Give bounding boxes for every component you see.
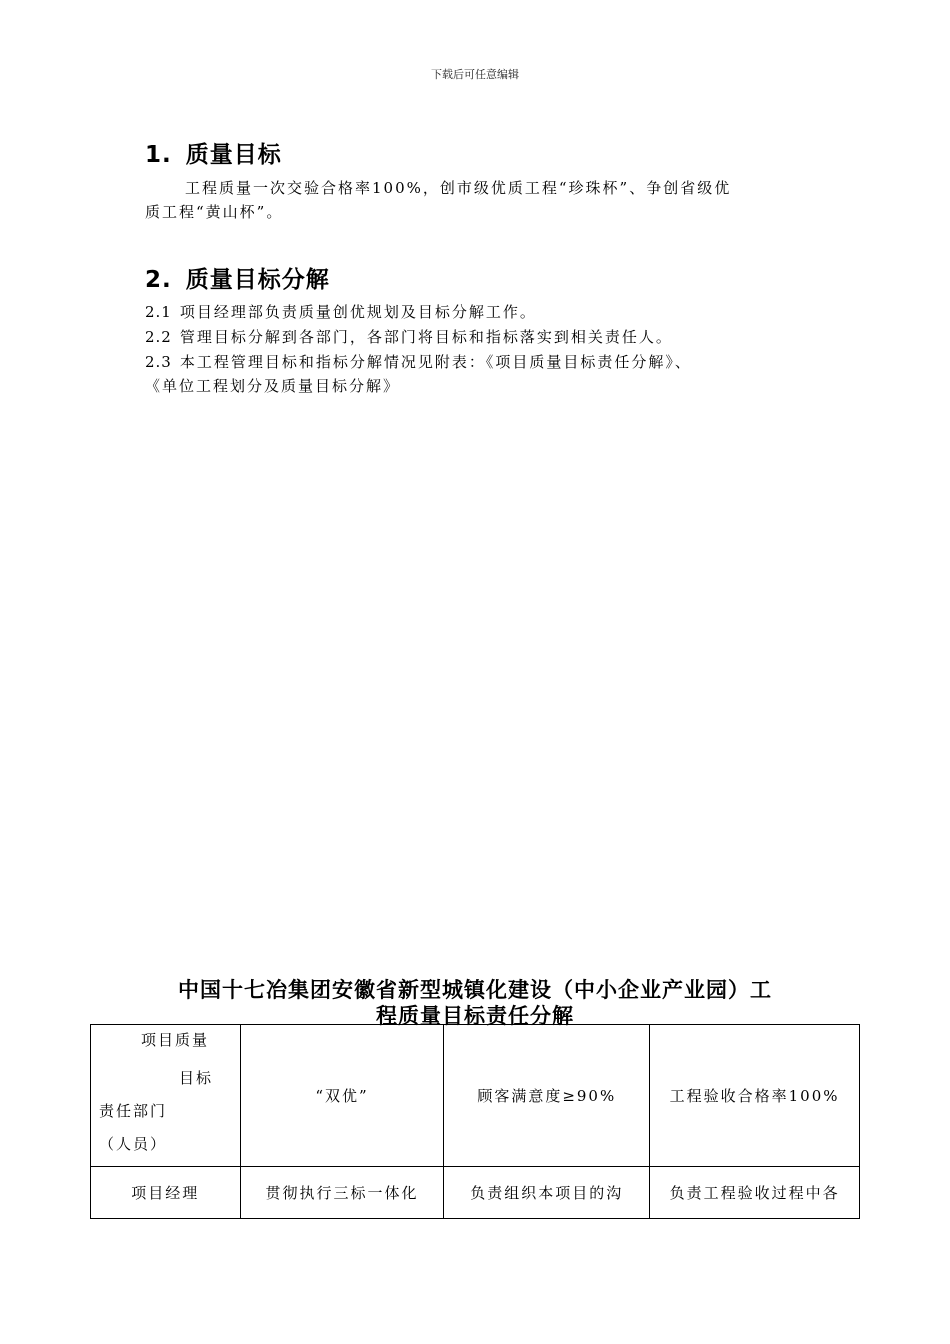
section-2-heading: [145, 261, 330, 294]
section-1-paragraph: [145, 176, 815, 224]
section-1-heading: [145, 136, 282, 169]
table-row-role: 项目经理: [91, 1167, 241, 1219]
list-item-number: 2.3: [145, 353, 172, 371]
table-title-line-2: 程质量目标责任分解: [376, 1004, 574, 1028]
table-cell: 负责组织本项目的沟: [444, 1167, 650, 1219]
table-corner-cell: [91, 1025, 241, 1167]
table-row: [91, 1167, 860, 1219]
table-header-cell: “双优”: [240, 1025, 444, 1167]
list-item-text: 项目经理部负责质量创优规划及目标分解工作。: [179, 303, 537, 321]
list-item-text: 本工程管理目标和指标分解情况见附表：《项目质量目标责任分解》、: [179, 353, 692, 371]
list-item: [145, 326, 673, 347]
corner-line-4: （人员）: [99, 1135, 168, 1153]
section-1-paragraph-line-1: 工程质量一次交验合格率100%，创市级优质工程“珍珠杯”、争创省级优: [185, 179, 732, 197]
table-header-row: [91, 1025, 860, 1167]
section-2-title: 质量目标分解: [185, 267, 330, 293]
page-header-note: 下载后可任意编辑: [431, 68, 519, 81]
table-cell: 负责工程验收过程中各: [650, 1167, 860, 1219]
list-item-number: 2.1: [145, 303, 172, 321]
list-item-text: 管理目标分解到各部门，各部门将目标和指标落实到相关责任人。: [179, 328, 673, 346]
list-item-number: 2.2: [145, 328, 172, 346]
table-title-line-1: 中国十七冶集团安徽省新型城镇化建设（中小企业产业园）工: [178, 978, 772, 1002]
section-2-number: 2.: [145, 267, 172, 293]
section-1-title: 质量目标: [185, 142, 282, 168]
table-header-cell: 顾客满意度≥90%: [444, 1025, 650, 1167]
table-cell: 贯彻执行三标一体化: [240, 1167, 444, 1219]
quality-responsibility-table: [90, 1024, 860, 1219]
list-item: [145, 301, 537, 322]
corner-line-2: 目标: [179, 1069, 214, 1087]
table-header-cell: 工程验收合格率100%: [650, 1025, 860, 1167]
list-item: [145, 351, 692, 372]
section-1-paragraph-line-2: 质工程“黄山杯”。: [145, 203, 284, 221]
section-1-number: 1.: [145, 142, 172, 168]
corner-line-3: 责任部门: [99, 1102, 168, 1120]
corner-line-1: 项目质量: [141, 1031, 210, 1049]
list-item-continuation: 《单位工程划分及质量目标分解》: [145, 377, 401, 395]
